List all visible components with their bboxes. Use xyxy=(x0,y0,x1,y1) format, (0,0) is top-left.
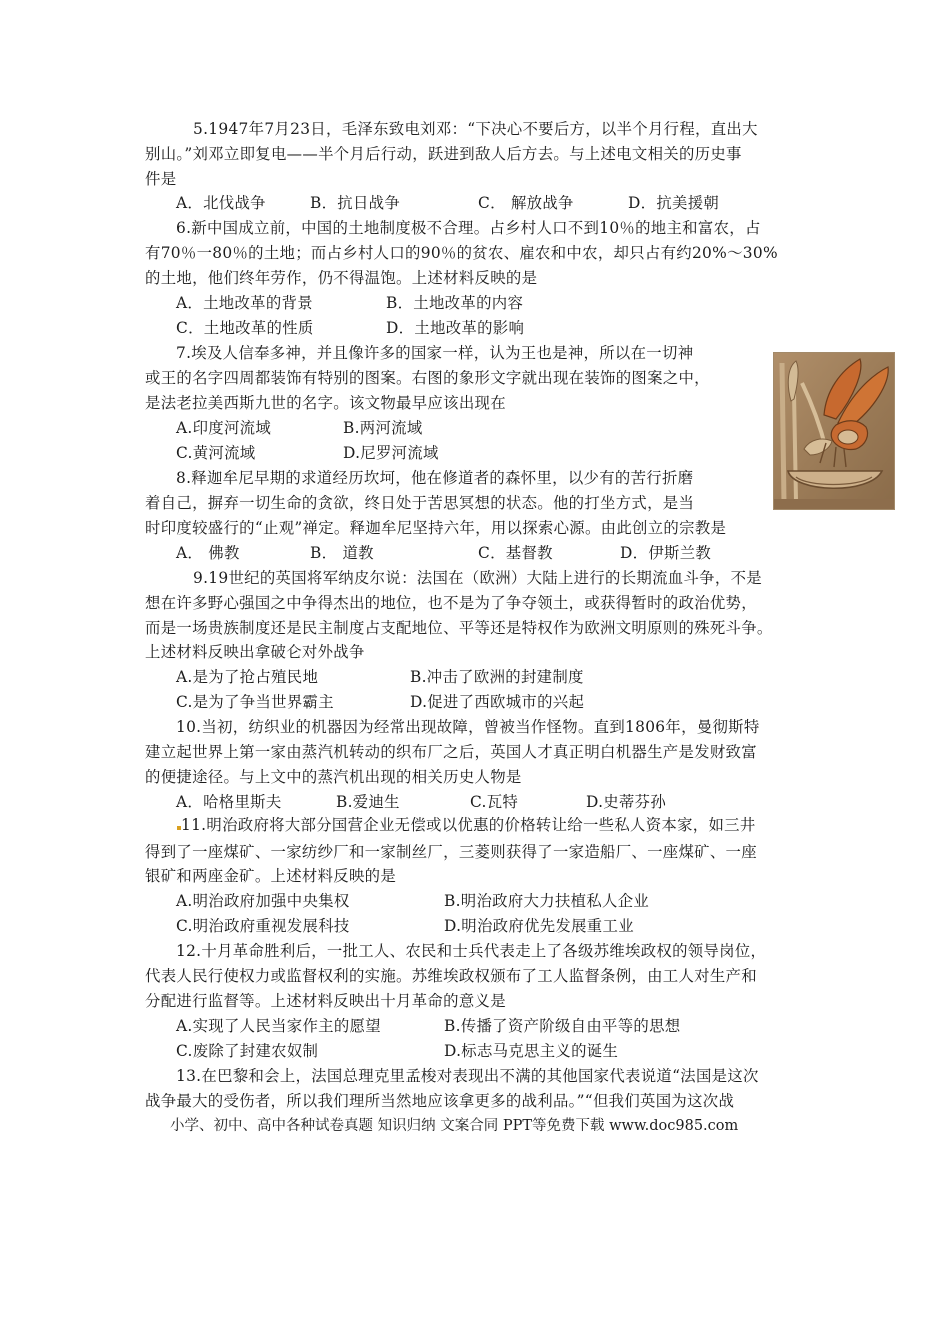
q5-option-c[interactable]: C． 解放战争 xyxy=(478,194,574,212)
egyptian-hieroglyph-cartouche-icon xyxy=(773,352,895,510)
q12-option-c[interactable]: C.废除了封建农奴制 xyxy=(176,1042,319,1060)
q5-option-d[interactable]: D．抗美援朝 xyxy=(628,194,720,212)
q11-line-2: 得到了一座煤矿、一家纺纱厂和一家制丝厂，三菱则获得了一家造船厂、一座煤矿、一座 xyxy=(145,843,757,861)
q6-option-a[interactable]: A．土地改革的背景 xyxy=(176,294,313,312)
q7-option-c[interactable]: C.黄河流域 xyxy=(176,444,256,462)
q9-line-3: 而是一场贵族制度还是民主制度占支配地位、平等还是特权作为欧洲文明原则的殊死斗争。 xyxy=(145,619,773,637)
q9-line-2: 想在许多野心强国之中争得杰出的地位，也不是为了争夺领土，或获得暂时的政治优势， xyxy=(145,594,757,612)
q8-option-d[interactable]: D．伊斯兰教 xyxy=(620,544,712,562)
q9-line-1: 9.19世纪的英国将军纳皮尔说：法国在（欧洲）大陆上进行的长期流血斗争，不是 xyxy=(193,569,762,587)
q7-option-b[interactable]: B.两河流域 xyxy=(343,419,423,437)
q8-option-c[interactable]: C．基督教 xyxy=(478,544,553,562)
q12-option-a[interactable]: A.实现了人民当家作主的愿望 xyxy=(176,1017,381,1035)
q9-line-4: 上述材料反映出拿破仑对外战争 xyxy=(145,643,365,661)
q5-option-a[interactable]: A．北伐战争 xyxy=(176,194,266,212)
q11-option-c[interactable]: C.明治政府重视发展科技 xyxy=(176,917,350,935)
q6-option-b[interactable]: B．土地改革的内容 xyxy=(386,294,524,312)
q12-line-1: 12.十月革命胜利后，一批工人、农民和士兵代表走上了各级苏维埃政权的领导岗位， xyxy=(176,942,767,960)
q11-line-1: 11.明治政府将大部分国营企业无偿或以优惠的价格转让给一些私人资本家，如三井 xyxy=(181,816,756,834)
q12-line-2: 代表人民行使权力或监督权利的实施。苏维埃政权颁布了工人监督条例，由工人对生产和 xyxy=(145,967,757,985)
q10-line-1: 10.当初，纺织业的机器因为经常出现故障，曾被当作怪物。直到1806年，曼彻斯特 xyxy=(176,718,760,736)
q7-line-2: 或王的名字四周都装饰有特别的图案。右图的象形文字就出现在装饰的图案之中， xyxy=(145,369,710,387)
q5-line-1: 5.1947年7月23日，毛泽东致电刘邓：“下决心不要后方，以半个月行程，直出大 xyxy=(193,120,758,138)
q9-option-a[interactable]: A.是为了抢占殖民地 xyxy=(176,668,319,686)
q7-option-d[interactable]: D.尼罗河流域 xyxy=(343,444,439,462)
q6-line-1: 6.新中国成立前，中国的土地制度极不合理。占乡村人口不到10％的地主和富农，占 xyxy=(176,219,761,237)
q10-option-a[interactable]: A．哈格里斯夫 xyxy=(176,793,282,811)
q6-line-2: 有70％一80％的土地；而占乡村人口的90％的贫农、雇农和中农，却只占有约20%～30% xyxy=(145,244,778,262)
q12-line-3: 分配进行监督等。上述材料反映出十月革命的意义是 xyxy=(145,992,506,1010)
q11-line-3: 银矿和两座金矿。上述材料反映的是 xyxy=(145,867,397,885)
q7-option-a[interactable]: A.印度河流域 xyxy=(176,419,272,437)
q8-line-2: 着自己，摒弃一切生命的贪欲，终日处于苦思冥想的状态。他的打坐方式，是当 xyxy=(145,494,695,512)
q10-line-3: 的便捷途径。与上文中的蒸汽机出现的相关历史人物是 xyxy=(145,768,522,786)
q5-line-2: 别山。”刘邓立即复电——半个月后行动，跃进到敌人后方去。与上述电文相关的历史事 xyxy=(145,145,742,163)
q12-option-b[interactable]: B.传播了资产阶级自由平等的思想 xyxy=(444,1017,681,1035)
q13-line-1: 13.在巴黎和会上，法国总理克里孟梭对表现出不满的其他国家代表说道“法国是这次 xyxy=(176,1067,759,1085)
q8-line-1: 8.释迦牟尼早期的求道经历坎坷，他在修道者的森怀里，以少有的苦行折磨 xyxy=(176,469,694,487)
q6-option-c[interactable]: C．土地改革的性质 xyxy=(176,319,314,337)
q6-line-3: 的土地，他们终年劳作，仍不得温饱。上述材料反映的是 xyxy=(145,269,538,287)
q7-line-1: 7.埃及人信奉多神，并且像许多的国家一样，认为王也是神，所以在一切神 xyxy=(176,344,694,362)
q8-option-b[interactable]: B． 道教 xyxy=(310,544,374,562)
q5-line-3: 件是 xyxy=(145,170,177,188)
q5-option-b[interactable]: B．抗日战争 xyxy=(310,194,401,212)
q9-option-c[interactable]: C.是为了争当世界霸主 xyxy=(176,693,334,711)
footer-download-banner: 小学、初中、高中各种试卷真题 知识归纳 文案合同 PPT等免费下载 www.doc985.com xyxy=(170,1118,739,1134)
q10-option-d[interactable]: D.史蒂芬孙 xyxy=(586,793,667,811)
q8-line-3: 时印度较盛行的“止观”禅定。释迦牟尼坚持六年，用以探索心源。由此创立的宗教是 xyxy=(145,519,727,537)
q9-option-d[interactable]: D.促进了西欧城市的兴起 xyxy=(410,693,585,711)
q11-option-b[interactable]: B.明治政府大力扶植私人企业 xyxy=(444,892,650,910)
q8-option-a[interactable]: A． 佛教 xyxy=(176,544,240,562)
q6-option-d[interactable]: D．土地改革的影响 xyxy=(386,319,525,337)
q10-option-c[interactable]: C.瓦特 xyxy=(470,793,519,811)
q10-option-b[interactable]: B.爱迪生 xyxy=(336,793,400,811)
q13-line-2: 战争最大的受伤者，所以我们理所当然地应该拿更多的战利品。”“但我们英国为这次战 xyxy=(145,1092,735,1110)
q12-option-d[interactable]: D.标志马克思主义的诞生 xyxy=(444,1042,619,1060)
q7-line-3: 是法老拉美西斯九世的名字。该文物最早应该出现在 xyxy=(145,394,506,412)
q9-option-b[interactable]: B.冲击了欧洲的封建制度 xyxy=(410,668,584,686)
q11-option-a[interactable]: A.明治政府加强中央集权 xyxy=(176,892,350,910)
q10-line-2: 建立起世界上第一家由蒸汽机转动的织布厂之后，英国人才真正明白机器生产是发财致富 xyxy=(145,743,757,761)
q11-option-d[interactable]: D.明治政府优先发展重工业 xyxy=(444,917,634,935)
